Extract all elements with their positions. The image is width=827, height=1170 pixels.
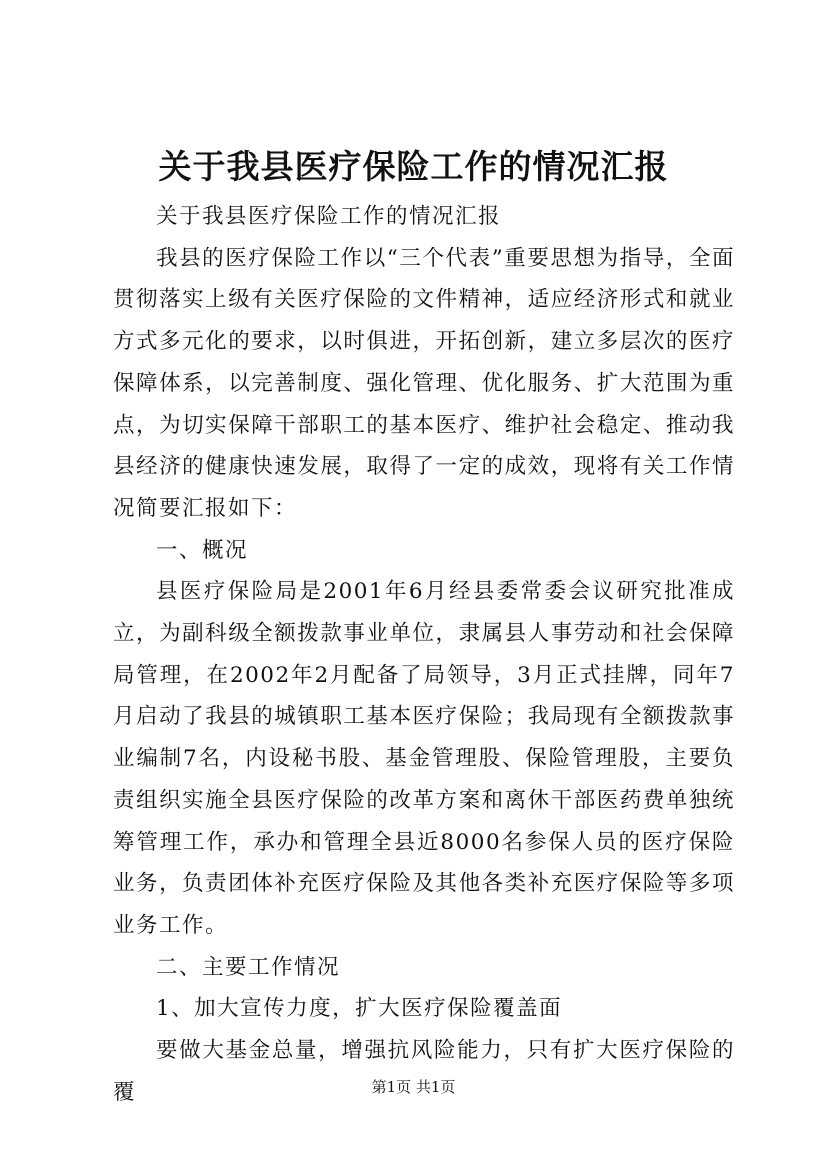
page-number-footer: 第1页 共1页	[371, 1078, 456, 1096]
paragraph-subtitle: 关于我县医疗保险工作的情况汇报	[156, 204, 502, 229]
paragraph-publicity: 要做大基金总量，增强抗风险能力，只有扩大医疗保险的覆	[113, 1038, 735, 1105]
document-body	[113, 196, 735, 1113]
section-heading-overview: 一、概况	[156, 537, 249, 563]
subsection-heading-publicity: 1、加大宣传力度，扩大医疗保险覆盖面	[156, 996, 563, 1022]
section-heading-main-work: 二、主要工作情况	[156, 954, 341, 980]
document-title: 关于我县医疗保险工作的情况汇报	[158, 147, 669, 186]
paragraph-overview: 县医疗保险局是2001年6月经县委常委会议研究批准成立，为副科级全额拨款事业单位，隶属县人事劳动和社会保障局管理，在2002年2月配备了局领导，3月正式挂牌，同年7月启动了我县的城镇职工基本医疗保险；我局现有全额拨款事业编制7名，内设秘书股、基金管理股、保险管理股，主要负责组织实施全县医疗保险的改革方案和离休干部医药费单独统筹管理工作，承办和管理全县近8000名参保人员的医疗保险业务，负责团体补充医疗保险及其他各类补充医疗保险等多项业务工作。	[113, 579, 735, 938]
paragraph-intro: 我县的医疗保险工作以“三个代表”重要思想为指导，全面贯彻落实上级有关医疗保险的文件精神，适应经济形式和就业方式多元化的要求，以时俱进，开拓创新，建立多层次的医疗保障体系，以完善制度、强化管理、优化服务、扩大范围为重点，为切实保障干部职工的基本医疗、维护社会稳定、推动我县经济的健康快速发展，取得了一定的成效，现将有关工作情况简要汇报如下：	[113, 245, 735, 521]
